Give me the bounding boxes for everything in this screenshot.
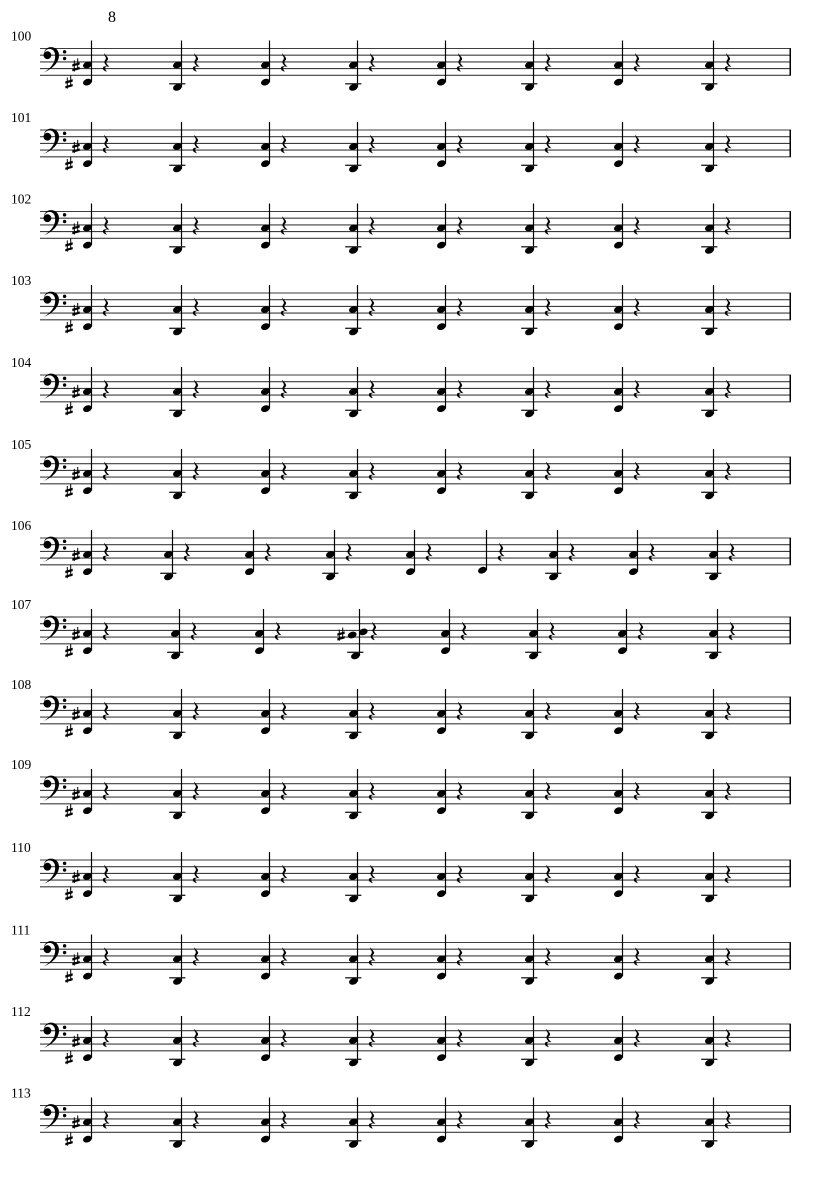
sharp-bar	[72, 148, 79, 152]
staff-system-113	[11, 1086, 791, 1150]
bass-clef-dot	[63, 295, 66, 298]
note-stem	[622, 852, 623, 894]
sharp-bar	[65, 973, 72, 977]
beat-group	[628, 530, 655, 576]
end-barline	[790, 130, 792, 157]
note-stem	[269, 449, 270, 491]
bass-clef-dot	[63, 132, 66, 135]
beat-group	[65, 609, 109, 657]
note-stem	[622, 935, 623, 977]
bass-clef-dot	[63, 785, 66, 788]
bass-clef-dot	[63, 625, 66, 628]
end-barline	[790, 697, 792, 724]
staff-system-104	[11, 355, 791, 419]
sharp-accidental-icon	[72, 627, 79, 640]
note-stem	[91, 367, 92, 409]
end-barline	[790, 860, 792, 887]
sharp-bar	[65, 1060, 72, 1064]
note-stem	[269, 122, 270, 164]
beat-group	[436, 122, 463, 168]
bass-clef-dot	[63, 213, 66, 216]
note-stem	[622, 449, 623, 491]
staff-system-105	[11, 437, 791, 501]
sharp-bar	[72, 475, 79, 479]
note-stem	[269, 852, 270, 894]
note-stem	[445, 935, 446, 977]
sharp-accidental-icon	[72, 140, 79, 153]
measure-number: 100	[11, 28, 32, 44]
sharp-bar	[72, 795, 79, 799]
sharp-bar	[72, 1042, 79, 1046]
beat-group	[65, 122, 109, 170]
beat-group	[260, 285, 287, 331]
end-barline	[790, 943, 792, 970]
bass-clef-dot	[63, 1032, 66, 1035]
sharp-bar	[65, 1055, 72, 1059]
beat-group	[65, 852, 109, 900]
sharp-accidental-icon	[72, 952, 79, 965]
beat-group	[613, 1098, 640, 1144]
sharp-accidental-icon	[72, 303, 79, 316]
staff-system-111	[11, 923, 791, 987]
beat-group	[254, 609, 281, 655]
sharp-bar	[72, 961, 79, 965]
beat-group	[613, 367, 640, 413]
staff-system-101	[11, 110, 791, 174]
sharp-accidental-icon	[72, 870, 79, 883]
bass-clef-head	[44, 541, 52, 549]
note-stem	[91, 935, 92, 977]
beat-group	[65, 769, 109, 817]
beat-group	[613, 285, 640, 331]
beat-group	[260, 449, 287, 495]
sharp-accidental-icon	[65, 484, 72, 497]
note-stem	[269, 285, 270, 327]
end-barline	[790, 49, 792, 76]
beat-group	[613, 689, 640, 735]
sharp-bar	[72, 715, 79, 719]
note-stem	[445, 449, 446, 491]
beat-group	[436, 769, 463, 815]
note-stem	[91, 852, 92, 894]
sharp-bar	[72, 144, 79, 148]
bass-clef-head	[44, 620, 52, 628]
bass-clef-head	[44, 945, 52, 953]
measure-number: 110	[11, 840, 31, 855]
note-stem	[445, 122, 446, 164]
staff-system-102	[11, 192, 791, 256]
note-stem	[622, 285, 623, 327]
note-stem	[637, 530, 638, 572]
note-stem	[91, 1016, 92, 1058]
sharp-accidental-icon	[65, 320, 72, 333]
end-barline	[790, 617, 792, 644]
measure-number: 101	[11, 110, 32, 125]
note-stem	[622, 1098, 623, 1140]
note-stem	[626, 609, 627, 651]
beat-group	[436, 1098, 463, 1144]
beat-group	[440, 609, 467, 655]
staff-system-110	[11, 840, 791, 904]
end-barline	[790, 1106, 792, 1133]
measure-number: 108	[11, 677, 32, 692]
note-stem	[269, 935, 270, 977]
sharp-bar	[72, 1119, 79, 1123]
beat-group	[65, 689, 109, 737]
staff-system-100	[11, 29, 791, 93]
sharp-bar	[72, 1124, 79, 1128]
note-stem	[622, 41, 623, 83]
sharp-bar	[65, 891, 72, 895]
beat-group	[436, 935, 463, 981]
sharp-bar	[72, 393, 79, 397]
beat-group	[613, 852, 640, 898]
note-stem	[263, 609, 264, 651]
beat-group	[613, 935, 640, 981]
beat-group	[260, 935, 287, 981]
beat-group	[65, 449, 109, 497]
beat-group	[65, 41, 109, 89]
bass-clef-dot	[63, 868, 66, 871]
note-stem	[91, 122, 92, 164]
measure-number: 112	[11, 1004, 31, 1019]
sharp-accidental-icon	[65, 1133, 72, 1146]
sharp-accidental-icon	[65, 157, 72, 170]
bass-clef-dot	[63, 944, 66, 947]
note-stem	[622, 367, 623, 409]
sharp-bar	[72, 635, 79, 639]
sharp-bar	[65, 808, 72, 812]
sharp-accidental-icon	[65, 887, 72, 900]
sharp-bar	[72, 225, 79, 229]
note-stem	[449, 609, 450, 651]
beat-group	[617, 609, 644, 655]
bass-clef-head	[44, 863, 52, 871]
beat-group	[436, 41, 463, 87]
sharp-accidental-icon	[72, 548, 79, 561]
sharp-accidental-icon	[72, 787, 79, 800]
bass-clef-dot	[63, 459, 66, 462]
sharp-bar	[65, 733, 72, 737]
bass-clef-head	[44, 780, 52, 788]
beat-group	[260, 1016, 287, 1062]
note-stem	[622, 122, 623, 164]
sharp-bar	[65, 1141, 72, 1145]
sharp-bar	[65, 493, 72, 497]
sharp-bar	[65, 728, 72, 732]
beat-group	[65, 367, 109, 415]
beat-group	[260, 852, 287, 898]
sharp-accidental-icon	[65, 970, 72, 983]
note-stem	[622, 689, 623, 731]
bass-clef-head	[44, 296, 52, 304]
bass-clef-head	[44, 1108, 52, 1116]
bass-clef-dot	[63, 220, 66, 223]
measure-number: 111	[11, 922, 31, 938]
beat-group	[65, 1016, 109, 1064]
sharp-bar	[72, 67, 79, 71]
sharp-bar	[65, 247, 72, 251]
note-stem	[269, 367, 270, 409]
sharp-bar	[65, 161, 72, 165]
beat-group	[613, 449, 640, 495]
bass-clef-head	[44, 460, 52, 468]
beat-group	[477, 530, 504, 575]
measure-number: 105	[11, 437, 32, 452]
bass-clef-dot	[63, 301, 66, 304]
beat-group	[260, 41, 287, 87]
sharp-bar	[72, 791, 79, 795]
sharp-bar	[72, 874, 79, 878]
staff-system-108	[11, 677, 791, 741]
staff-system-107	[11, 597, 791, 661]
sharp-accidental-icon	[72, 707, 79, 720]
sharp-bar	[65, 896, 72, 900]
sharp-bar	[65, 411, 72, 415]
end-barline	[790, 1024, 792, 1051]
sharp-bar	[72, 711, 79, 715]
sharp-accidental-icon	[65, 644, 72, 657]
bass-clef-head	[44, 133, 52, 141]
sharp-accidental-icon	[72, 1115, 79, 1128]
sharp-bar	[72, 556, 79, 560]
sharp-accidental-icon	[72, 467, 79, 480]
beat-group	[436, 449, 463, 495]
sharp-bar	[65, 329, 72, 333]
sharp-bar	[65, 324, 72, 328]
beat-group	[260, 122, 287, 168]
note-stem	[269, 204, 270, 246]
sharp-accidental-icon	[72, 1034, 79, 1047]
beat-group	[260, 689, 287, 735]
sharp-accidental-icon	[337, 628, 344, 641]
bass-clef-dot	[63, 383, 66, 386]
beat-group	[436, 852, 463, 898]
end-barline	[790, 457, 792, 484]
note-stem	[414, 530, 415, 572]
note-stem	[269, 769, 270, 811]
page-number: 8	[108, 9, 116, 26]
sharp-bar	[72, 311, 79, 315]
sharp-accidental-icon	[72, 221, 79, 234]
sharp-bar	[337, 631, 344, 635]
sharp-bar	[65, 569, 72, 573]
note-stem	[445, 285, 446, 327]
beat-group	[65, 530, 109, 578]
bass-clef-dot	[63, 138, 66, 141]
sharp-accidental-icon	[72, 58, 79, 71]
sharp-accidental-icon	[65, 804, 72, 817]
note-stem	[91, 285, 92, 327]
sharp-bar	[65, 242, 72, 246]
sharp-accidental-icon	[65, 565, 72, 578]
note-stem	[445, 852, 446, 894]
note-stem	[91, 41, 92, 83]
sharp-accidental-icon	[65, 1051, 72, 1064]
measure-number: 106	[11, 518, 32, 533]
end-barline	[790, 293, 792, 320]
sharp-bar	[72, 62, 79, 66]
sharp-bar	[72, 471, 79, 475]
sharp-bar	[72, 878, 79, 882]
sharp-accidental-icon	[72, 385, 79, 398]
bass-clef-dot	[63, 540, 66, 543]
bass-clef-dot	[63, 862, 66, 865]
beat-group	[260, 367, 287, 413]
beat-group	[613, 1016, 640, 1062]
sharp-bar	[72, 956, 79, 960]
staff-system-112	[11, 1004, 791, 1068]
note-stem	[269, 41, 270, 83]
sharp-bar	[72, 631, 79, 635]
note-stem	[486, 530, 487, 570]
note-stem	[445, 1016, 446, 1058]
sharp-bar	[65, 813, 72, 817]
beat-group	[65, 1098, 109, 1146]
beat-group	[436, 689, 463, 735]
end-barline	[790, 777, 792, 804]
bass-clef-dot	[63, 619, 66, 622]
bass-clef-dot	[63, 779, 66, 782]
beat-group	[613, 122, 640, 168]
bass-clef-dot	[63, 546, 66, 549]
staff-system-106	[11, 518, 791, 582]
sharp-accidental-icon	[65, 402, 72, 415]
staff-system-109	[11, 757, 791, 821]
bass-clef-dot	[63, 1114, 66, 1117]
beat-group	[260, 204, 287, 250]
sharp-bar	[65, 978, 72, 982]
bass-clef-dot	[63, 1107, 66, 1110]
bass-clef-dot	[63, 705, 66, 708]
sharp-accidental-icon	[65, 76, 72, 89]
bass-clef-head	[44, 214, 52, 222]
measure-number: 107	[11, 597, 32, 612]
bass-clef-dot	[63, 57, 66, 60]
sharp-bar	[65, 653, 72, 657]
beat-group	[65, 935, 109, 983]
notehead-cluster-left	[347, 630, 358, 639]
bass-clef-head	[44, 378, 52, 386]
note-stem	[91, 449, 92, 491]
beat-group	[613, 769, 640, 815]
sharp-bar	[72, 1038, 79, 1042]
note-stem	[445, 204, 446, 246]
note-stem	[622, 769, 623, 811]
sharp-bar	[65, 1136, 72, 1140]
sharp-bar	[65, 406, 72, 410]
sharp-bar	[65, 488, 72, 492]
note-stem	[269, 1098, 270, 1140]
sharp-bar	[65, 166, 72, 170]
measure-number: 103	[11, 273, 32, 288]
bass-clef-dot	[63, 1026, 66, 1029]
sharp-bar	[72, 230, 79, 234]
sharp-accidental-icon	[65, 239, 72, 252]
sharp-bar	[65, 648, 72, 652]
staff-system-103	[11, 273, 791, 337]
note-stem	[91, 689, 92, 731]
beat-group	[65, 285, 109, 333]
bass-clef-dot	[63, 699, 66, 702]
measure-number: 104	[11, 355, 32, 370]
measure-number: 109	[11, 757, 32, 772]
sharp-bar	[65, 574, 72, 578]
end-barline	[790, 538, 792, 565]
note-stem	[91, 769, 92, 811]
beat-group	[244, 530, 271, 576]
end-barline	[790, 212, 792, 239]
beat-group	[613, 41, 640, 87]
note-stem	[622, 1016, 623, 1058]
sharp-bar	[72, 307, 79, 311]
beat-group	[260, 769, 287, 815]
note-stem	[445, 1098, 446, 1140]
sharp-bar	[65, 79, 72, 83]
note-stem	[445, 689, 446, 731]
sharp-bar	[72, 389, 79, 393]
sharp-bar	[72, 552, 79, 556]
note-stem	[253, 530, 254, 572]
note-stem	[445, 769, 446, 811]
end-barline	[790, 375, 792, 402]
sharp-accidental-icon	[65, 724, 72, 737]
note-stem	[91, 1098, 92, 1140]
beat-group	[65, 204, 109, 252]
note-stem	[91, 204, 92, 246]
bass-clef-head	[44, 51, 52, 59]
note-stem	[269, 689, 270, 731]
note-stem	[445, 367, 446, 409]
beat-group	[436, 204, 463, 250]
note-stem	[445, 41, 446, 83]
beat-group	[436, 285, 463, 331]
beat-group	[260, 1098, 287, 1144]
measure-number: 113	[11, 1085, 31, 1101]
bass-clef-dot	[63, 50, 66, 53]
beat-group	[436, 367, 463, 413]
bass-clef-dot	[63, 377, 66, 380]
bass-clef-head	[44, 700, 52, 708]
bass-clef-head	[44, 1027, 52, 1035]
sharp-bar	[65, 84, 72, 88]
beat-group	[613, 204, 640, 250]
note-stem	[91, 530, 92, 572]
bass-clef-dot	[63, 465, 66, 468]
note-stem	[622, 204, 623, 246]
measure-number: 102	[11, 191, 32, 207]
beat-group	[436, 1016, 463, 1062]
note-stem	[269, 1016, 270, 1058]
note-stem	[91, 609, 92, 651]
beat-group	[405, 530, 432, 576]
bass-clef-dot	[63, 951, 66, 954]
